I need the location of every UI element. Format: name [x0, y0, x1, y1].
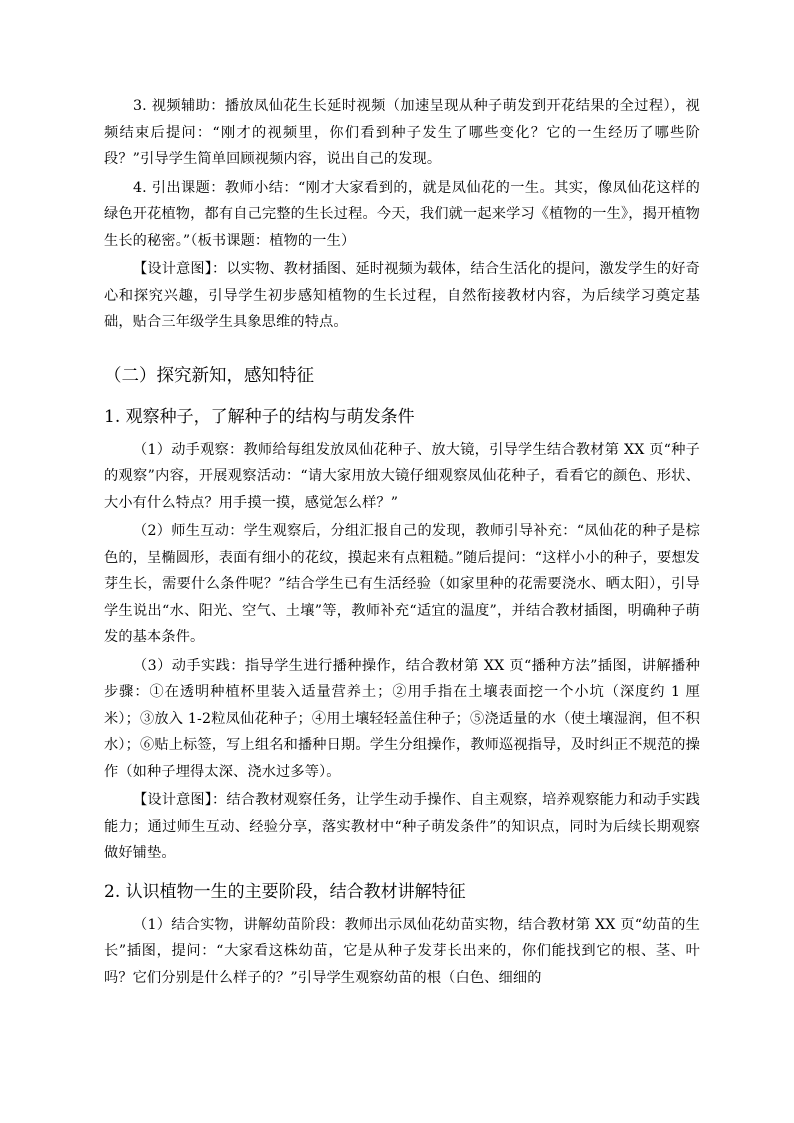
section-heading: （二）探究新知，感知特征 [104, 365, 314, 386]
paragraph: 3. 视频辅助：播放凤仙花生长延时视频（加速呈现从种子萌发到开花结果的全过程），视频结束后提问：“刚才的视频里，你们看到种子发生了哪些变化？它的一生经历了哪些阶段？”引导学生简单回顾视频内容，说出自己的发现。 [104, 98, 700, 167]
paragraph: 4. 引出课题：教师小结：“刚才大家看到的，就是凤仙花的一生。其实，像凤仙花这样的绿色开花植物，都有自己完整的生长过程。今天，我们就一起来学习《植物的一生》，揭开植物生长的秘密。”（板书课题：植物的一生） [104, 179, 700, 249]
paragraph: （2）师生互动：学生观察后，分组汇报自己的发现，教师引导补充：“凤仙花的种子是棕色的，呈椭圆形，表面有细小的花纹，摸起来有点粗糙。”随后提问：“这样小小的种子，要想发芽生长，需要什么条件呢？”结合学生已有生活经验（如家里种的花需要浇水、晒太阳），引导学生说出“水、阳光、空气、土壤”等，教师补充“适宜的温度”，并结合教材插图，明确种子萌发的基本条件。 [104, 523, 700, 645]
paragraph: （3）动手实践：指导学生进行播种操作，结合教材第 XX 页“播种方法”插图，讲解播种步骤：①在透明种植杯里装入适量营养土；②用手指在土壤表面挖一个小坑（深度约 1 厘米）；③放入 1-2粒凤仙花种子；④用土壤轻轻盖住种子；⑤浇适量的水（使土壤湿润，但不积水）；⑥贴上标签，写上组名和播种日期。学生分组操作，教师巡视指导，及时纠正不规范的操作（如种子埋得太深、浇水过多等）。 [104, 657, 700, 780]
design-intent-paragraph: 【设计意图】：以实物、教材插图、延时视频为载体，结合生活化的提问，激发学生的好奇心和探究兴趣，引导学生初步感知植物的生长过程，自然衔接教材内容，为后续学习奠定基础，贴合三年级学生具象思维的特点。 [104, 261, 700, 330]
page-content [104, 93, 700, 993]
paragraph: （1）结合实物，讲解幼苗阶段：教师出示凤仙花幼苗实物，结合教材第 XX 页“幼苗的生长”插图，提问：“大家看这株幼苗，它是从种子发芽长出来的，你们能找到它的根、茎、叶吗？它们分别是什么样子的？”引导学生观察幼苗的根（白色、细细的 [104, 916, 700, 986]
paragraph: （1）动手观察：教师给每组发放凤仙花种子、放大镜，引导学生结合教材第 XX 页“种子的观察”内容，开展观察活动：“请大家用放大镜仔细观察凤仙花种子，看看它的颜色、形状、大小有什么特点？用手摸一摸，感觉怎么样？” [104, 441, 700, 511]
design-intent-paragraph: 【设计意图】：结合教材观察任务，让学生动手操作、自主观察，培养观察能力和动手实践能力；通过师生互动、经验分享，落实教材中“种子萌发条件”的知识点，同时为后续长期观察做好铺垫。 [104, 792, 700, 861]
subsection-heading: 2. 认识植物一生的主要阶段，结合教材讲解特征 [104, 881, 466, 902]
subsection-heading: 1. 观察种子，了解种子的结构与萌发条件 [104, 406, 415, 427]
